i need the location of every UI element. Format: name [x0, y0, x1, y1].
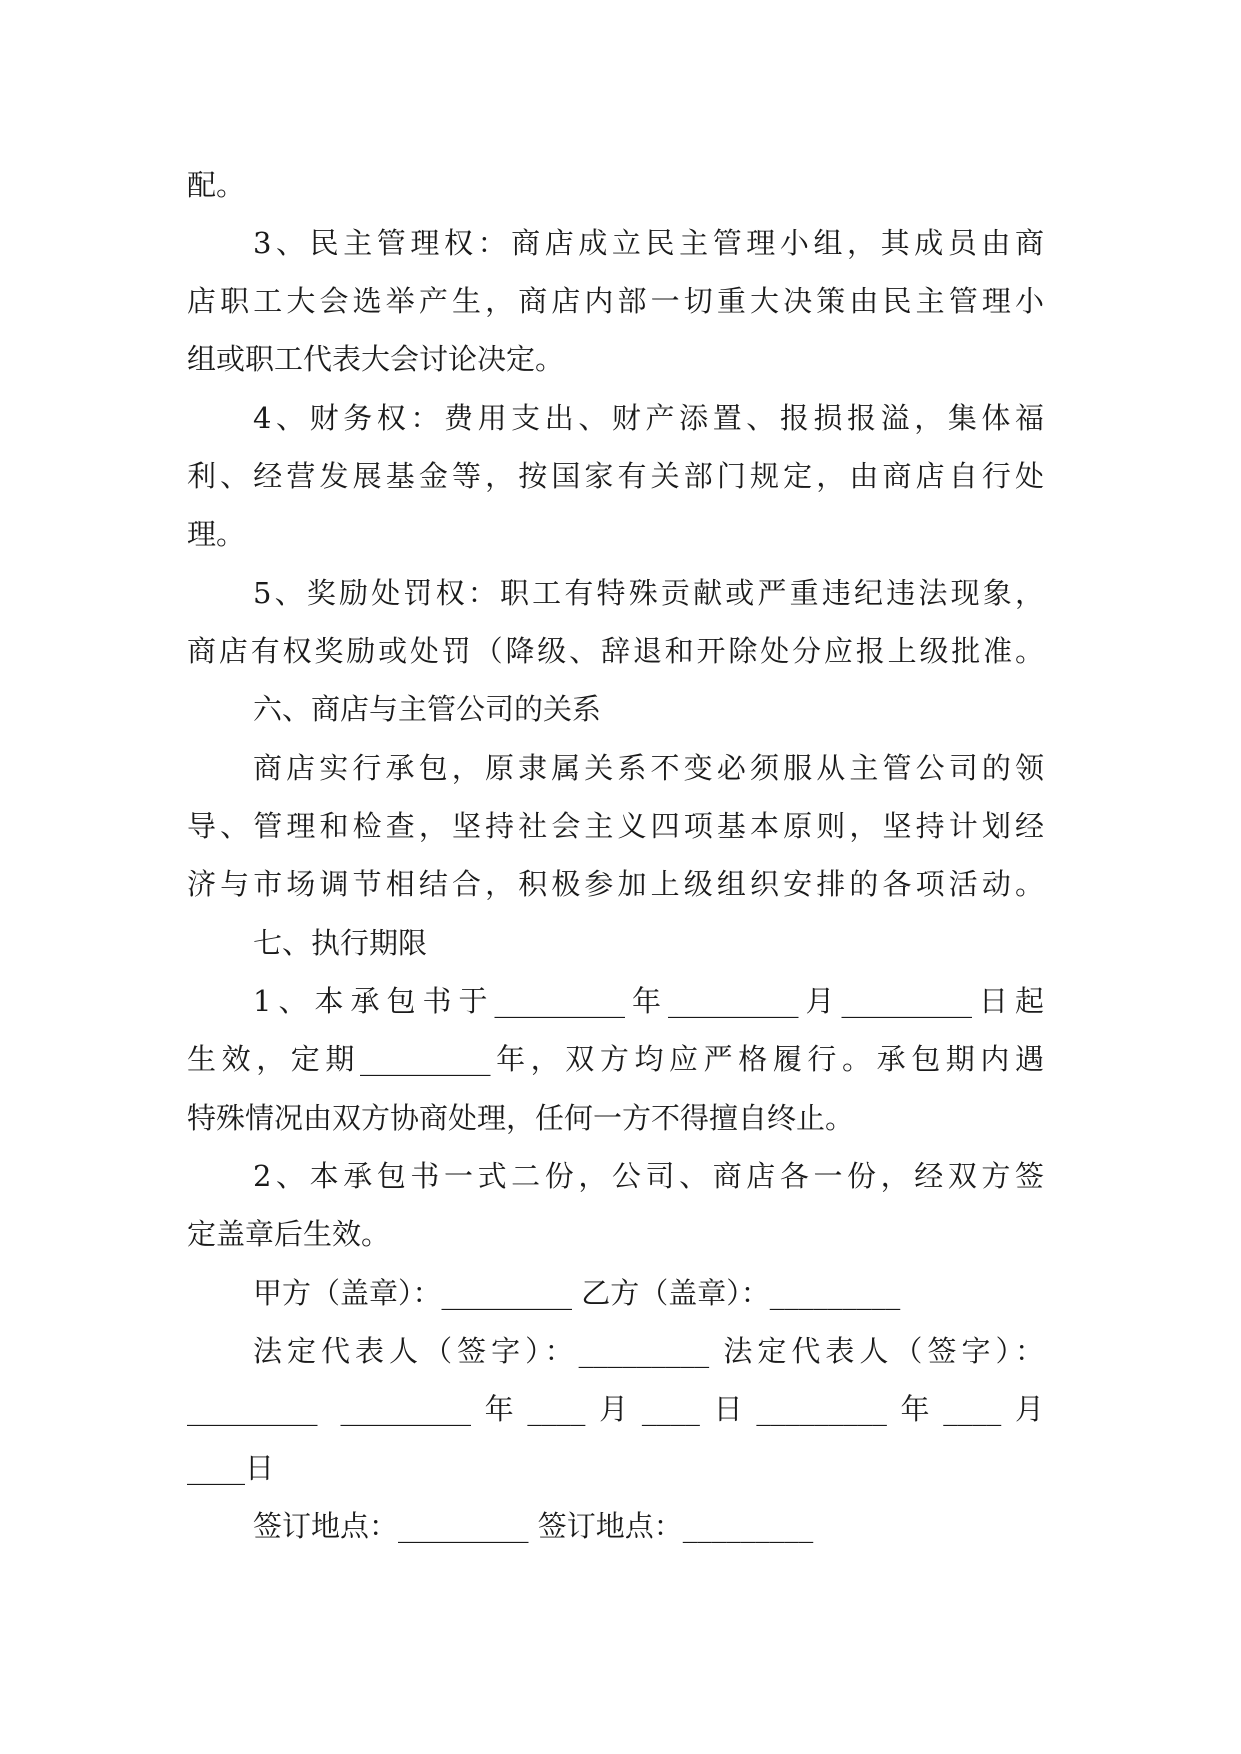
signing-location-line: 签订地点：_________ 签订地点：_________ — [253, 1509, 814, 1543]
paragraph-line: 2、本承包书一式二份，公司、商店各一份，经双方签 — [253, 1159, 1044, 1193]
signature-date-line: _________ _________年____月____日_________年____月 — [187, 1392, 1044, 1426]
paragraph-line: 组或职工代表大会讨论决定。 — [187, 342, 565, 376]
paragraph-line: 利、经营发展基金等，按国家有关部门规定，由商店自行处 — [187, 459, 1044, 493]
paragraph-line: 4、财务权：费用支出、财产添置、报损报溢，集体福 — [253, 401, 1044, 435]
section-heading: 六、商店与主管公司的关系 — [253, 692, 602, 726]
paragraph-line: 导、管理和检查，坚持社会主义四项基本原则，坚持计划经 — [187, 809, 1044, 843]
paragraph-line: 特殊情况由双方协商处理，任何一方不得擅自终止。 — [187, 1101, 855, 1135]
paragraph-line: 商店实行承包，原隶属关系不变必须服从主管公司的领 — [253, 751, 1044, 785]
paragraph-line: 理。 — [187, 517, 246, 551]
paragraph-line: 济与市场调节相结合，积极参加上级组织安排的各项活动。 — [187, 867, 1044, 901]
paragraph-line: 1、本承包书于_________年_________月_________日起 — [253, 984, 1044, 1018]
paragraph-line: 5、奖励处罚权：职工有特殊贡献或严重违纪违法现象， — [253, 576, 1044, 610]
signature-date-line: ____日 — [187, 1451, 275, 1485]
paragraph-line: 3、民主管理权：商店成立民主管理小组，其成员由商 — [253, 226, 1044, 260]
paragraph-line: 商店有权奖励或处罚（降级、辞退和开除处分应报上级批准。 — [187, 634, 1044, 668]
section-heading: 七、执行期限 — [253, 926, 428, 960]
paragraph-line: 定盖章后生效。 — [187, 1217, 391, 1251]
paragraph-line: 配。 — [187, 168, 246, 202]
paragraph-line: 生效，定期_________年，双方均应严格履行。承包期内遇 — [187, 1042, 1044, 1076]
paragraph-line: 店职工大会选举产生，商店内部一切重大决策由民主管理小 — [187, 284, 1044, 318]
signature-party-line: 甲方（盖章）：_________ 乙方（盖章）：_________ — [253, 1276, 901, 1310]
signature-representative-line: 法定代表人（签字）：_________ 法定代表人（签字）： — [253, 1334, 1044, 1368]
